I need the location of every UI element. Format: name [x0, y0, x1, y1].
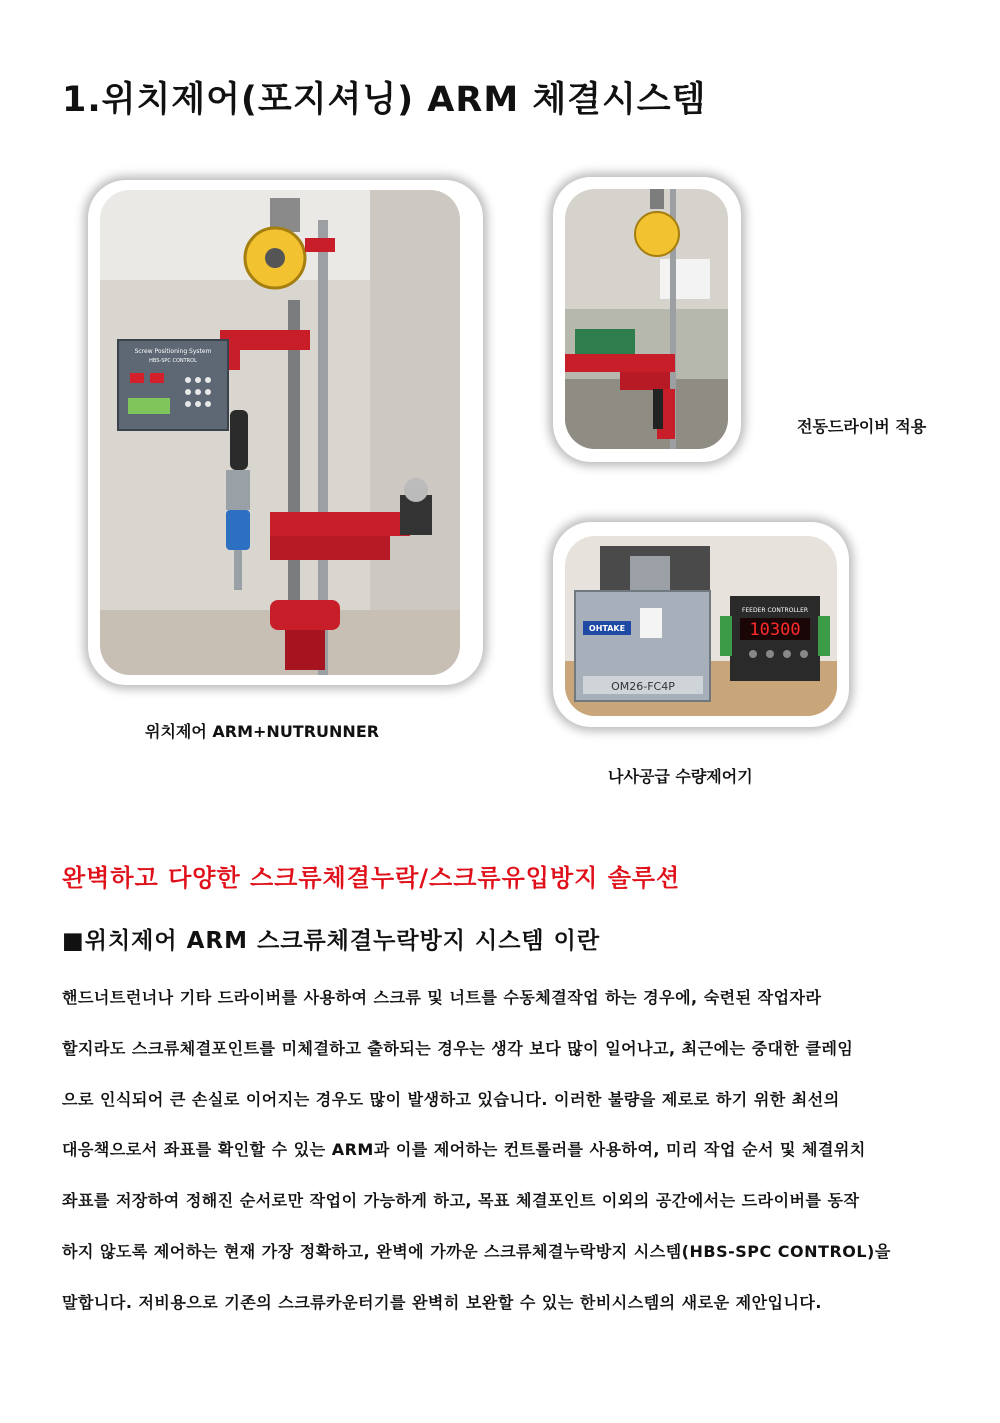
paragraph-line: 좌표를 저장하여 정해진 순서로만 작업이 가능하게 하고, 목표 체결포인트 이외의 공간에서는 드라이버를 동작: [62, 1191, 860, 1211]
feeder-illustration: [565, 536, 837, 716]
controller-panel-model: HBS-SPC CONTROL: [149, 358, 197, 364]
feeder-count-display: 10300: [749, 620, 801, 640]
paragraph-line: 말합니다. 저비용으로 기존의 스크류카운터기를 완벽히 보완할 수 있는 한비시스템의 새로운 제안입니다.: [62, 1292, 822, 1312]
arm-nutrunner-illustration: [100, 190, 460, 675]
arm-nutrunner-photo: [100, 190, 460, 675]
feeder-photo: [565, 536, 837, 716]
page-title: 1.위치제어(포지셔닝) ARM 체결시스템: [62, 80, 707, 120]
description-paragraph: [62, 985, 942, 1341]
paragraph-line: 대응책으로서 좌표를 확인할 수 있는 ARM과 이를 제어하는 컨트롤러를 사용하여, 미리 작업 순서 및 체결위치: [62, 1140, 866, 1160]
paragraph-line: 할지라도 스크류체결포인트를 미체결하고 출하되는 경우는 생각 보다 많이 일어나고, 최근에는 중대한 클레임: [62, 1038, 854, 1058]
solution-tagline: 완벽하고 다양한 스크류체결누락/스크류유입방지 솔루션: [62, 864, 681, 892]
controller-panel-title: Screw Positioning System: [134, 348, 212, 355]
feeder-photo-frame: [553, 522, 849, 727]
electric-driver-caption: 전동드라이버 적용: [797, 417, 927, 436]
electric-driver-illustration: [565, 189, 728, 449]
paragraph-line: 으로 인식되어 큰 손실로 이어지는 경우도 많이 발생하고 있습니다. 이러한 불량을 제로로 하기 위한 최선의: [62, 1089, 840, 1109]
feeder-caption: 나사공급 수량제어기: [608, 767, 753, 786]
feeder-brand-label: OHTAKE: [588, 624, 626, 633]
paragraph-line: 핸드너트런너나 기타 드라이버를 사용하여 스크류 및 너트를 수동체결작업 하는 경우에, 숙련된 작업자라: [62, 988, 822, 1007]
feeder-controller-label: FEEDER CONTROLLER: [741, 607, 809, 614]
arm-nutrunner-caption: 위치제어 ARM+NUTRUNNER: [145, 722, 380, 741]
electric-driver-photo-frame: [553, 177, 741, 462]
arm-nutrunner-photo-frame: [88, 180, 483, 685]
feeder-model-label: OM26-FC4P: [611, 680, 675, 693]
section-heading: ■위치제어 ARM 스크류체결누락방지 시스템 이란: [62, 928, 601, 954]
paragraph-line: 하지 않도록 제어하는 현재 가장 정확하고, 완벽에 가까운 스크류체결누락방지 시스템(HBS-SPC CONTROL)을: [62, 1241, 891, 1261]
electric-driver-photo: [565, 189, 728, 449]
